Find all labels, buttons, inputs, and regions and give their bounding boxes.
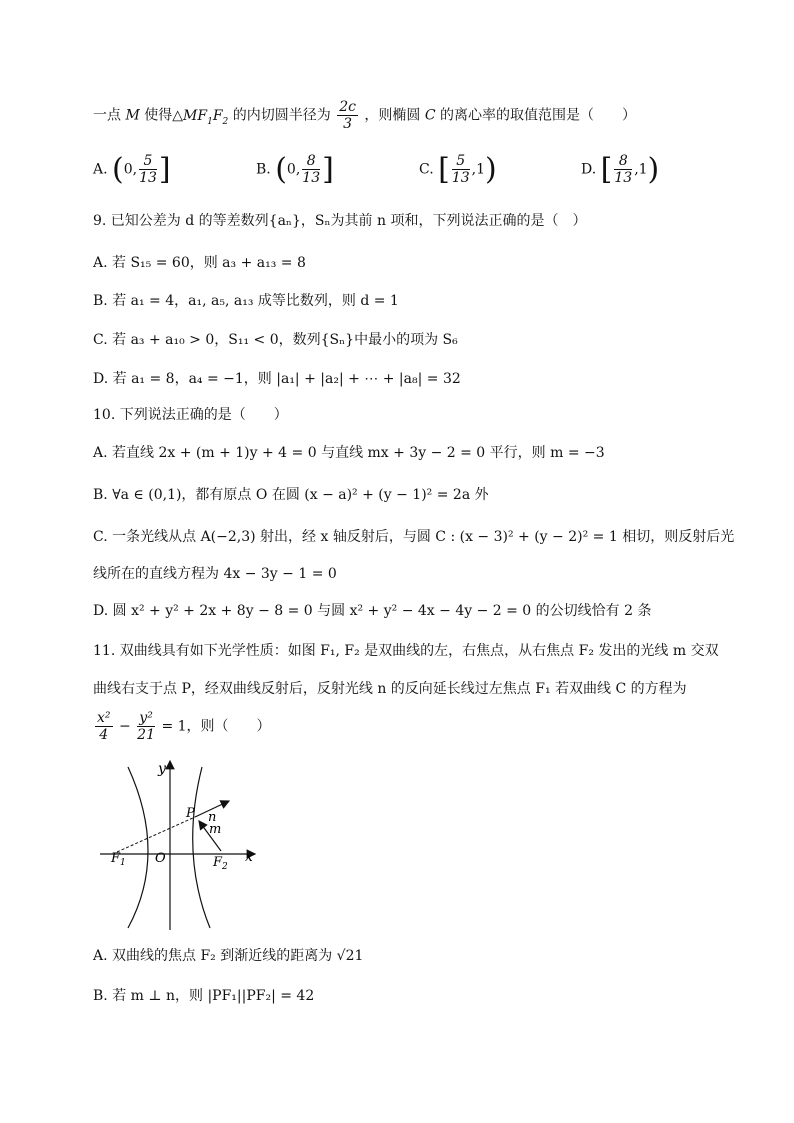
q8-option-d — [581, 152, 659, 187]
q10-option-a: A. 若直线 2x + (m + 1)y + 4 = 0 与直线 mx + 3y − 2 = 0 平行，则 m = −3 — [93, 445, 605, 461]
q10-option-b: B. ∀a ∈ (0,1)，都有原点 O 在圆 (x − a)² + (y − 1)² = 2a 外 — [93, 487, 489, 503]
q11-equation — [93, 710, 271, 743]
q8-option-a-num: 5 — [139, 153, 157, 170]
q8-option-d-frac — [614, 153, 632, 186]
q8-option-c-label: C. — [419, 161, 434, 178]
m-label: m — [209, 822, 222, 837]
q11-frac-y-den: 21 — [137, 727, 155, 743]
dashed-line-f1-p — [117, 817, 195, 852]
q8-option-c-open: [ — [438, 152, 450, 187]
q9-option-b: B. 若 a₁ = 4，a₁, a₅, a₁₃ 成等比数列，则 d = 1 — [93, 293, 399, 309]
q11-stem-line2: 曲线右支于点 P，经双曲线反射后，反射光线 n 的反向延长线过左焦点 F₁ 若双曲线 C 的方程为 — [93, 681, 687, 697]
q8-option-b-close: ] — [322, 152, 334, 187]
origin-label: O — [155, 851, 166, 866]
q8-option-c — [419, 152, 497, 187]
q11-eq-tail: = 1，则（ ） — [161, 718, 271, 735]
q10-option-c-line2: 线所在的直线方程为 4x − 3y − 1 = 0 — [93, 566, 337, 582]
q8-triangle-name: $MF_1F_2$ — [183, 107, 229, 127]
y-axis-label: y — [158, 761, 166, 777]
q11-minus: − — [118, 718, 131, 735]
q8-option-d-label: D. — [581, 161, 597, 178]
f1-subscript: 1 — [120, 858, 126, 868]
q8-option-b-a: 0, — [286, 161, 301, 178]
q11-frac-x-num: x² — [97, 710, 111, 726]
hyperbola-right-branch — [193, 767, 210, 928]
q9-option-c: C. 若 a₃ + a₁₀ > 0，S₁₁ < 0，数列{Sₙ}中最小的项为 S₆ — [93, 332, 458, 348]
q8-option-a-a: 0, — [123, 161, 138, 178]
q8-frac-den: 3 — [343, 116, 353, 132]
q10-option-c-line1: C. 一条光线从点 A(−2,3) 射出，经 x 轴反射后，与圆 C : (x − 3)² + (y − 2)² = 1 相切，则反射后光 — [93, 529, 735, 545]
q8-option-d-num: 8 — [614, 153, 632, 170]
q8-option-a-close: ] — [158, 152, 171, 187]
q8-option-b-open: ( — [275, 152, 287, 187]
q8-option-a-label: A. — [93, 161, 108, 178]
q8-option-d-b: ,1 — [634, 161, 648, 178]
q8-option-c-den: 13 — [451, 170, 470, 186]
q8-stem-pre: 一点 — [93, 107, 121, 124]
q8-stem-r: 的内切圆半径为 — [232, 107, 331, 124]
q8-stem-end: 的离心率的取值范围是（ ） — [440, 107, 637, 124]
f2-subscript: 2 — [222, 862, 228, 872]
q8-option-b-num: 8 — [302, 153, 320, 170]
q8-option-c-frac — [452, 153, 470, 186]
q8-stem — [93, 99, 636, 132]
q11-frac-x — [95, 710, 113, 743]
q8-option-b-label: B. — [256, 161, 271, 178]
q11-option-a: A. 双曲线的焦点 F₂ 到渐近线的距离为 √21 — [93, 948, 364, 964]
q8-option-a-open: ( — [112, 152, 124, 187]
q8-stem-post: ，则椭圆 — [364, 107, 421, 124]
q10-stem: 10. 下列说法正确的是（ ） — [93, 407, 288, 423]
q11-frac-x-den: 4 — [99, 727, 109, 743]
q8-option-d-open: [ — [600, 152, 613, 187]
q11-option-b: B. 若 m ⊥ n，则 |PF₁||PF₂| = 42 — [93, 988, 315, 1004]
f1-letter: F — [111, 851, 121, 866]
q9-stem: 9. 已知公差为 d 的等差数列{aₙ}，Sₙ为其前 n 项和，下列说法正确的是（ ） — [93, 213, 587, 229]
q8-var-m: M — [125, 107, 140, 124]
q8-option-b-den: 13 — [302, 170, 321, 186]
n-label: n — [208, 810, 217, 825]
p-label: P — [186, 806, 195, 821]
q8-option-d-close: ) — [647, 152, 660, 187]
q8-option-b — [256, 152, 334, 187]
q8-option-c-num: 5 — [452, 153, 470, 170]
q8-option-c-close: ) — [485, 152, 497, 187]
q8-option-c-b: ,1 — [471, 161, 486, 178]
q11-stem-line1: 11. 双曲线具有如下光学性质：如图 F₁, F₂ 是双曲线的左，右焦点，从右焦点 F₂ 发出的光线 m 交双 — [93, 643, 719, 659]
f2-letter: F — [213, 855, 223, 870]
q8-stem-mid: 使得△ — [144, 107, 184, 124]
q11-frac-y — [137, 710, 155, 743]
q8-option-a-frac — [139, 153, 157, 186]
f2-label — [212, 855, 228, 872]
hyperbola-left-branch — [128, 767, 148, 928]
q11-frac-y-num: y² — [137, 710, 155, 727]
q8-frac-num: 2c — [339, 99, 356, 115]
q9-option-a: A. 若 S₁₅ = 60，则 a₃ + a₁₃ = 8 — [93, 255, 306, 271]
q10-option-d: D. 圆 x² + y² + 2x + 8y − 8 = 0 与圆 x² + y² − 4x − 4y − 2 = 0 的公切线恰有 2 条 — [93, 603, 652, 619]
q8-radius-fraction — [337, 99, 358, 132]
q8-option-a — [93, 152, 171, 187]
q8-option-d-den: 13 — [614, 170, 633, 186]
q8-option-a-den: 13 — [139, 170, 157, 186]
q8-var-c: C — [424, 107, 436, 124]
q9-option-d: D. 若 a₁ = 8，a₄ = −1，则 |a₁| + |a₂| + ⋯ + |a₈| = 32 — [93, 371, 461, 387]
hyperbola-figure — [95, 755, 270, 935]
q8-option-b-frac — [302, 153, 320, 186]
x-axis-label: x — [245, 849, 253, 865]
